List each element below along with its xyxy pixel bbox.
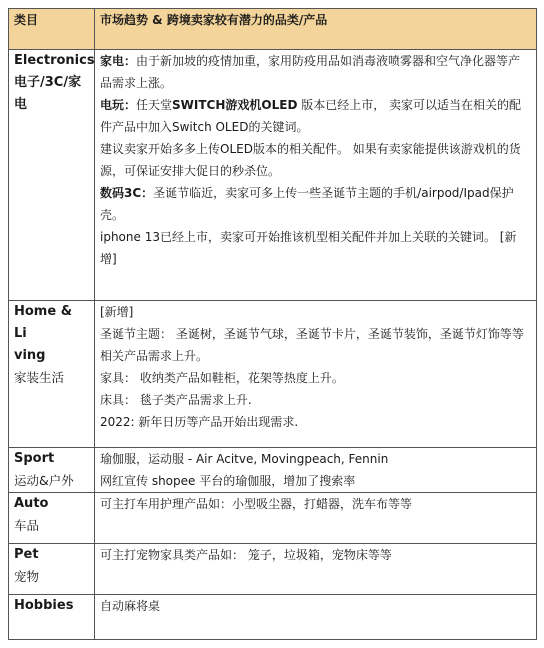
sport-line-yoga: 瑜伽服，运动服 - Air Acitve, Movingpeach, Fennin [100, 452, 389, 466]
electronics-line-oled: 建议卖家开始多多上传OLED版本的相关配件。 如果有卖家能提供该游戏机的货源，可保证安排大促日的秒杀位。 [100, 142, 521, 178]
auto-line: 可主打车用护理产品如：小型吸尘器，打蜡器，洗车布等等 [100, 497, 413, 511]
category-cell-sport [9, 448, 95, 493]
category-cn-sport: 运动&户外 [14, 473, 74, 488]
category-en-sport: Sport [14, 451, 55, 466]
table-row-hobbies [9, 595, 537, 640]
category-cn-home: 家装生活 [14, 370, 65, 385]
text-3c: 圣诞节临近，卖家可多上传一些圣诞节主题的手机/airpod/Ipad保护壳。 [100, 186, 514, 222]
label-appliance: 家电： [100, 54, 137, 68]
trend-table [8, 8, 537, 640]
home-line-calendar: 2022: 新年日历等产品开始出现需求. [100, 415, 299, 429]
text-gaming-b: SWITCH游戏机OLED [172, 98, 298, 112]
home-line-bedding: 床具： 毯子类产品需求上升. [100, 393, 252, 407]
table-row-sport [9, 448, 537, 493]
text-gaming-c: 版本已经上市， 卖家可以适当在相关的配件产品中加入Switch OLED的关键词。 [100, 98, 522, 134]
category-cn-electronics: 电子/3C/家电 [14, 75, 82, 112]
label-gaming: 电玩： [100, 98, 137, 112]
header-category: 类目 [9, 9, 95, 50]
category-en-auto: Auto [14, 496, 49, 511]
table-row-home [9, 301, 537, 448]
table-row-electronics [9, 50, 537, 301]
hobbies-line: 自动麻将桌 [100, 599, 161, 613]
home-line-christmas: 圣诞节主题： 圣诞树，圣诞节气球，圣诞节卡片，圣诞节装饰，圣诞节灯饰等等相关产品需求上升。 [100, 327, 524, 363]
table-row-auto [9, 493, 537, 544]
category-cell-hobbies [9, 595, 95, 640]
text-appliance: 由于新加坡的疫情加重，家用防疫用品如消毒液喷雾器和空气净化器等产品需求上涨。 [100, 54, 521, 90]
label-3c: 数码3C： [100, 186, 154, 200]
text-gaming-a: 任天堂 [136, 98, 173, 112]
content-cell-home [95, 301, 537, 448]
home-line-new: [新增] [100, 305, 134, 319]
category-en-hobbies: Hobbies [14, 598, 74, 613]
electronics-line-iphone: iphone 13已经上市，卖家可开始推该机型相关配件并加上关联的关键词。 [新增] [100, 230, 517, 266]
content-cell-hobbies [95, 595, 537, 640]
category-en-home-b: ving [14, 348, 46, 363]
table-header-row [9, 9, 537, 50]
home-line-furniture: 家具： 收纳类产品如鞋柜，花架等热度上升。 [100, 371, 344, 385]
category-en-home-a: Home & Li [14, 304, 73, 341]
category-en-electronics: Electronics [14, 53, 95, 68]
pet-line: 可主打宠物家具类产品如： 笼子，垃圾箱，宠物床等等 [100, 548, 392, 562]
category-en-pet: Pet [14, 547, 39, 562]
category-cn-auto: 车品 [14, 518, 40, 533]
category-cell-auto [9, 493, 95, 544]
content-cell-electronics [95, 50, 537, 301]
category-cn-pet: 宠物 [14, 569, 40, 584]
electronics-line-appliance [100, 50, 531, 94]
category-cell-electronics [9, 50, 95, 301]
content-cell-auto [95, 493, 537, 544]
sport-line-influencer: 网红宣传 shopee 平台的瑜伽服，增加了搜索率 [100, 474, 356, 488]
category-cell-pet [9, 544, 95, 595]
table-row-pet [9, 544, 537, 595]
header-trend: 市场趋势 & 跨境卖家较有潜力的品类/产品 [95, 9, 537, 50]
electronics-line-gaming [100, 94, 531, 138]
electronics-line-3c [100, 182, 531, 226]
content-cell-pet [95, 544, 537, 595]
content-cell-sport [95, 448, 537, 493]
category-cell-home [9, 301, 95, 448]
